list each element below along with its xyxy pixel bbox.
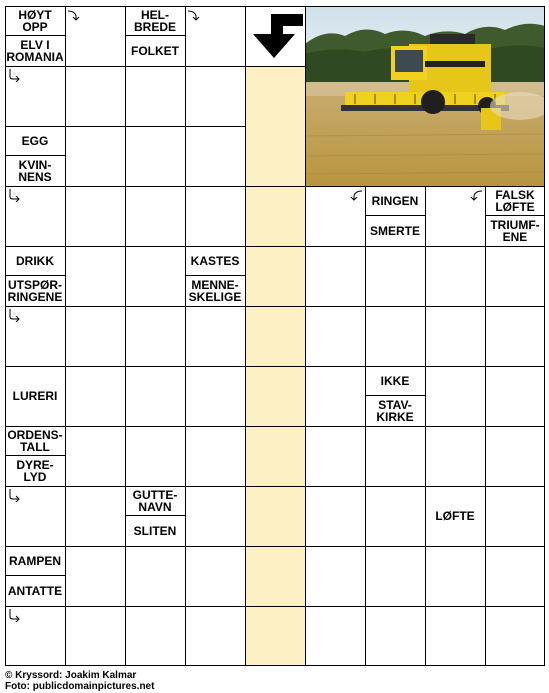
clue-bottom: SMERTE xyxy=(365,216,425,246)
clue-bottom: ELV I ROMANIA xyxy=(6,38,64,64)
clue-bottom: STAV- KIRKE xyxy=(365,396,425,426)
answer-cell[interactable] xyxy=(485,486,545,546)
answer-cell[interactable] xyxy=(65,546,125,606)
answer-cell[interactable] xyxy=(365,246,425,306)
direction-arrow-icon xyxy=(7,488,21,502)
answer-cell[interactable] xyxy=(185,546,245,606)
direction-arrow-icon xyxy=(7,188,21,202)
solution-cell[interactable] xyxy=(245,426,305,486)
clue-top: HØYT OPP xyxy=(5,6,65,36)
answer-cell[interactable] xyxy=(65,366,125,426)
direction-arrow-icon xyxy=(67,8,81,22)
answer-cell[interactable] xyxy=(185,186,245,246)
answer-cell[interactable] xyxy=(305,546,365,606)
answer-cell[interactable] xyxy=(185,486,245,546)
solution-cell[interactable] xyxy=(245,246,305,306)
answer-cell[interactable] xyxy=(185,306,245,366)
solution-cell[interactable] xyxy=(245,366,305,426)
answer-cell[interactable] xyxy=(65,186,125,246)
answer-cell[interactable] xyxy=(365,606,425,666)
answer-cell[interactable] xyxy=(305,426,365,486)
clue-bottom: UTSPØR- RINGENE xyxy=(5,276,65,306)
clue-top: HEL- BREDE xyxy=(125,6,185,36)
clue-bottom: DYRE- LYD xyxy=(5,456,65,486)
answer-cell[interactable] xyxy=(125,246,185,306)
answer-cell[interactable] xyxy=(485,606,545,666)
answer-cell[interactable] xyxy=(185,66,245,126)
answer-cell[interactable] xyxy=(65,486,125,546)
solution-cell[interactable] xyxy=(245,306,305,366)
answer-cell[interactable] xyxy=(185,606,245,666)
clue-cell: LURERI xyxy=(5,366,65,426)
clue-top: IKKE xyxy=(365,366,425,396)
direction-arrow-icon xyxy=(7,308,21,322)
crossword-credit: © Kryssord: Joakim Kalmar xyxy=(5,670,137,681)
answer-cell[interactable] xyxy=(305,366,365,426)
answer-cell[interactable] xyxy=(125,546,185,606)
answer-cell[interactable] xyxy=(125,366,185,426)
answer-cell[interactable] xyxy=(65,306,125,366)
solution-cell[interactable] xyxy=(245,546,305,606)
solution-cell[interactable] xyxy=(245,606,305,666)
answer-cell[interactable] xyxy=(485,546,545,606)
answer-cell[interactable] xyxy=(125,306,185,366)
answer-cell[interactable] xyxy=(125,606,185,666)
answer-cell[interactable] xyxy=(365,306,425,366)
answer-cell[interactable] xyxy=(125,126,185,186)
answer-cell[interactable] xyxy=(65,66,125,126)
answer-cell[interactable] xyxy=(185,366,245,426)
answer-cell[interactable] xyxy=(425,366,485,426)
clue-top: DRIKK xyxy=(5,246,65,276)
answer-cell[interactable] xyxy=(365,486,425,546)
photo-credit: Foto: publicdomainpictures.net xyxy=(5,681,155,692)
solution-cell[interactable] xyxy=(245,66,305,126)
solution-cell[interactable] xyxy=(245,126,305,186)
answer-cell[interactable] xyxy=(305,606,365,666)
answer-cell[interactable] xyxy=(125,426,185,486)
answer-cell[interactable] xyxy=(65,246,125,306)
answer-cell[interactable] xyxy=(65,126,125,186)
clue-bottom: FOLKET xyxy=(125,36,185,66)
answer-cell[interactable] xyxy=(185,426,245,486)
clue-bottom: ANTATTE xyxy=(5,576,65,606)
solution-cell[interactable] xyxy=(245,486,305,546)
answer-cell[interactable] xyxy=(425,546,485,606)
clue-top: ORDENS- TALL xyxy=(5,426,65,456)
answer-cell[interactable] xyxy=(365,426,425,486)
answer-cell[interactable] xyxy=(65,606,125,666)
clue-top: GUTTE- NAVN xyxy=(125,486,185,516)
answer-cell[interactable] xyxy=(125,186,185,246)
answer-cell[interactable] xyxy=(365,546,425,606)
solution-arrow-icon xyxy=(245,6,305,66)
answer-cell[interactable] xyxy=(425,606,485,666)
clue-bottom: SLITEN xyxy=(125,516,185,546)
clue-top: KASTES xyxy=(185,246,245,276)
direction-arrow-icon xyxy=(187,8,201,22)
harvester-photo xyxy=(305,6,545,186)
clue-bottom: TRIUMF- ENE xyxy=(485,216,545,246)
answer-cell[interactable] xyxy=(485,366,545,426)
direction-arrow-icon xyxy=(7,68,21,82)
clue-top: EGG xyxy=(5,126,65,156)
answer-cell[interactable] xyxy=(305,306,365,366)
clue-cell: LØFTE xyxy=(425,486,485,546)
answer-cell[interactable] xyxy=(125,66,185,126)
answer-cell[interactable] xyxy=(65,426,125,486)
answer-cell[interactable] xyxy=(425,426,485,486)
answer-cell[interactable] xyxy=(305,246,365,306)
direction-arrow-icon xyxy=(349,188,363,202)
answer-cell[interactable] xyxy=(485,426,545,486)
answer-cell[interactable] xyxy=(485,306,545,366)
answer-cell[interactable] xyxy=(485,246,545,306)
clue-top: RAMPEN xyxy=(5,546,65,576)
answer-cell[interactable] xyxy=(425,246,485,306)
direction-arrow-icon xyxy=(469,188,483,202)
answer-cell[interactable] xyxy=(305,486,365,546)
direction-arrow-icon xyxy=(7,608,21,622)
answer-cell[interactable] xyxy=(185,126,245,186)
clue-bottom: KVIN- NENS xyxy=(5,156,65,186)
clue-top: RINGEN xyxy=(365,186,425,216)
clue-bottom: MENNE- SKELIGE xyxy=(185,276,245,306)
clue-top: FALSK LØFTE xyxy=(485,186,545,216)
solution-cell[interactable] xyxy=(245,186,305,246)
answer-cell[interactable] xyxy=(425,306,485,366)
crossword-grid xyxy=(5,6,545,666)
